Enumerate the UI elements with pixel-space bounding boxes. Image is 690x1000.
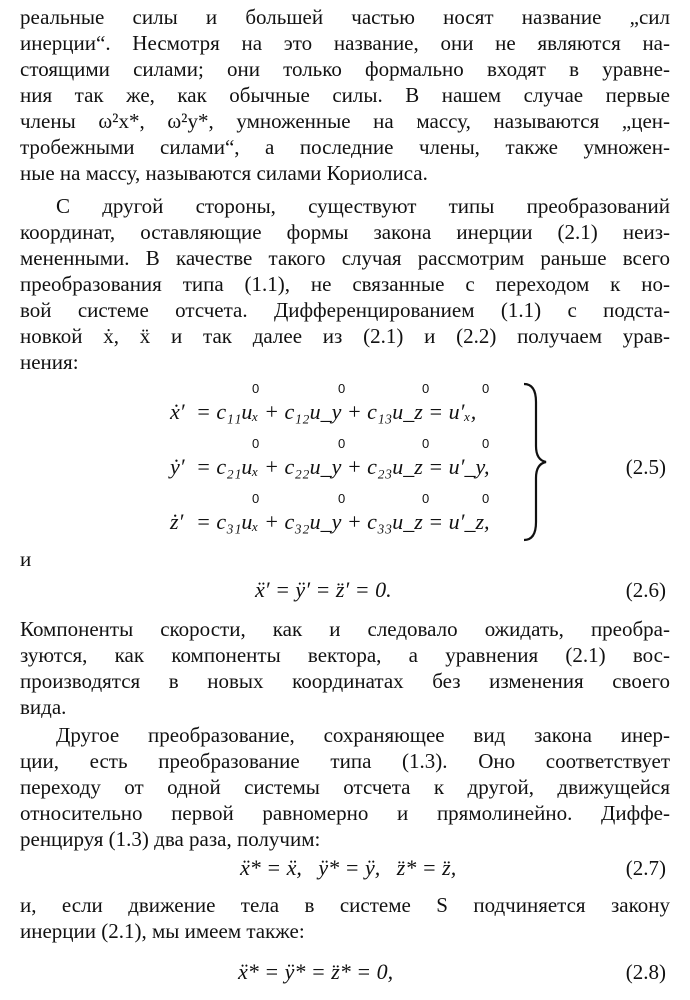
equation-body: ẍ′ = ÿ′ = z̈′ = 0. — [255, 577, 392, 602]
zero-superscript: 0 — [422, 381, 430, 396]
text-line: стоящими силами; они только формально входят в уравне- — [20, 57, 670, 81]
conjunction-and: и — [20, 547, 32, 571]
equation-lhs: ẋ′ — [170, 399, 185, 424]
right-brace — [520, 382, 550, 542]
text-line: нения: — [20, 350, 79, 374]
text-line: Компоненты скорости, как и следовало ожидать, преобра- — [20, 617, 670, 641]
text-line: и, если движение тела в системе S подчиняется закону — [20, 893, 670, 917]
text-line: ные на массу, называются силами Кориолиса. — [20, 161, 428, 185]
equation-rhs: = c₁₁uₓ + c₁₂u_y + c₁₃u_z = u′ₓ, — [196, 399, 477, 424]
text-line: тробежными силами“, а последние члены, также умножен- — [20, 135, 670, 159]
text-line: координат, оставляющие формы закона инерции (2.1) неиз- — [20, 220, 670, 244]
zero-superscript: 0 — [252, 436, 260, 451]
text-line: зуются, как компоненты вектора, а уравнения (2.1) вос- — [20, 643, 670, 667]
equation-body: ẍ* = ÿ* = z̈* = 0, — [238, 959, 394, 984]
text-line: члены ω²x*, ω²y*, умноженные на массу, называются „цен- — [20, 109, 670, 133]
zero-superscript: 0 — [482, 381, 490, 396]
equation-rhs: = c₂₁uₓ + c₂₂u_y + c₂₃u_z = u′_y, — [196, 454, 490, 479]
text-line: преобразования типа (1.1), не связанные с переходом к но- — [20, 272, 670, 296]
equation-lhs: ẏ′ — [170, 454, 185, 479]
zero-superscript: 0 — [338, 436, 346, 451]
equation-number: (2.6) — [625, 578, 666, 602]
zero-superscript: 0 — [482, 436, 490, 451]
zero-superscript: 0 — [252, 491, 260, 506]
zero-superscript: 0 — [482, 491, 490, 506]
text-line: реальные силы и большей частью носят название „сил — [20, 5, 670, 29]
zero-superscript: 0 — [252, 381, 260, 396]
zero-superscript: 0 — [422, 436, 430, 451]
text-line: относительно первой равномерно и прямолинейно. Диффе- — [20, 801, 670, 825]
equation-rhs: = c₃₁uₓ + c₃₂u_y + c₃₃u_z = u′_z, — [196, 509, 490, 534]
text-line: ния так же, как обычные силы. В нашем случае первые — [20, 83, 670, 107]
text-line: переходу от одной системы отсчета к другой, движущейся — [20, 775, 670, 799]
zero-superscript: 0 — [338, 381, 346, 396]
text-line: инерции“. Несмотря на это название, они не являются на- — [20, 31, 670, 55]
text-line: вида. — [20, 695, 67, 719]
equation-number: (2.7) — [625, 856, 666, 880]
text-line: мененными. В качестве такого случая рассмотрим раньше всего — [20, 246, 670, 270]
text-line: ции, есть преобразование типа (1.3). Оно соответствует — [20, 749, 670, 773]
text-line: вой системе отсчета. Дифференцированием (1.1) с подста- — [20, 298, 670, 322]
text-line: ренцируя (1.3) два раза, получим: — [20, 827, 321, 851]
text-line: С другой стороны, существуют типы преобразований — [56, 194, 670, 218]
equation-number: (2.8) — [625, 960, 666, 984]
text-line: новкой ẋ, ẍ и так далее из (2.1) и (2.2) получаем урав- — [20, 324, 670, 348]
equation-lhs: ż′ — [170, 509, 184, 534]
equation-body: ẍ* = ẍ, ÿ* = ÿ, z̈* = z̈, — [240, 855, 457, 880]
zero-superscript: 0 — [338, 491, 346, 506]
equation-number: (2.5) — [625, 455, 666, 479]
text-line: инерции (2.1), мы имеем также: — [20, 919, 305, 943]
text-line: производятся в новых координатах без изменения своего — [20, 669, 670, 693]
zero-superscript: 0 — [422, 491, 430, 506]
text-line: Другое преобразование, сохраняющее вид закона инер- — [56, 723, 670, 747]
